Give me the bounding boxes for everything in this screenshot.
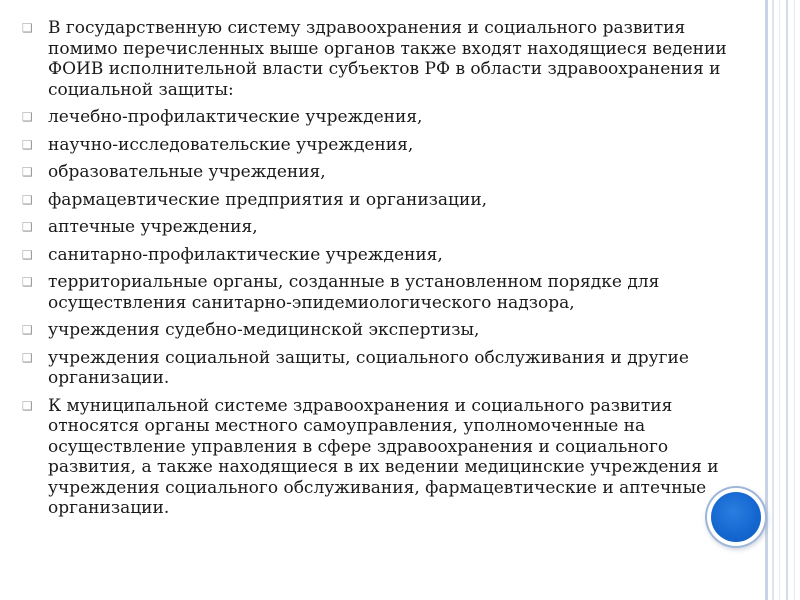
bullet-icon: ❑ xyxy=(22,398,33,413)
list-item-text: территориальные органы, созданные в установленном порядке для осуществления санитарно-эпидемиологического надзора, xyxy=(48,272,660,313)
list-item-text: санитарно-профилактические учреждения, xyxy=(48,244,443,265)
bullet-icon: ❑ xyxy=(22,137,33,152)
bullet-icon: ❑ xyxy=(22,350,33,365)
bullet-icon: ❑ xyxy=(22,21,33,35)
bullet-list xyxy=(22,18,750,526)
list-item xyxy=(22,320,750,341)
list-item xyxy=(22,190,750,211)
bullet-icon: ❑ xyxy=(22,220,33,234)
list-item-text: аптечные учреждения, xyxy=(48,217,258,237)
list-item-text: учреждения социальной защиты, социального обслуживания и другие организации. xyxy=(48,347,689,388)
list-item xyxy=(22,272,750,313)
decorative-rule xyxy=(794,0,795,600)
decorative-rule xyxy=(786,0,788,600)
list-item xyxy=(22,217,750,238)
list-item-text: фармацевтические предприятия и организации, xyxy=(48,189,488,210)
list-item-text: лечебно-профилактические учреждения, xyxy=(48,107,423,127)
decorative-rule xyxy=(765,0,768,600)
list-item xyxy=(22,135,750,156)
bullet-icon: ❑ xyxy=(22,165,33,179)
list-item-text: научно-исследовательские учреждения, xyxy=(48,134,414,155)
list-item xyxy=(22,245,750,266)
bullet-icon: ❑ xyxy=(22,192,33,207)
list-item-text: К муниципальной системе здравоохранения и социального развития относятся органы местного самоуправления, уполномоченные на осуществление управления в сфере здравоохранения и социального развития, а также находящиеся в их ведении медицинские учреждения и учреждения социального обслуживания, фармацевтические и аптечные организации. xyxy=(48,395,719,518)
list-item xyxy=(22,348,750,389)
list-item xyxy=(22,396,750,519)
list-item xyxy=(22,107,750,128)
list-item-text: В государственную систему здравоохранения и социального развития помимо перечисленных выше органов также входят находящиеся ведении ФОИВ исполнительной власти субъектов РФ в области здравоохранения и социальной защиты: xyxy=(48,18,727,100)
blue-circle-icon xyxy=(711,492,761,542)
bullet-icon: ❑ xyxy=(22,323,33,337)
decorative-rule xyxy=(779,0,780,600)
bullet-icon: ❑ xyxy=(22,247,33,262)
bullet-icon: ❑ xyxy=(22,275,33,289)
decorative-rule xyxy=(772,0,774,600)
list-item xyxy=(22,162,750,183)
bullet-icon: ❑ xyxy=(22,110,33,124)
list-item-text: образовательные учреждения, xyxy=(48,162,326,182)
list-item xyxy=(22,18,750,100)
list-item-text: учреждения судебно-медицинской экспертизы, xyxy=(48,320,480,340)
